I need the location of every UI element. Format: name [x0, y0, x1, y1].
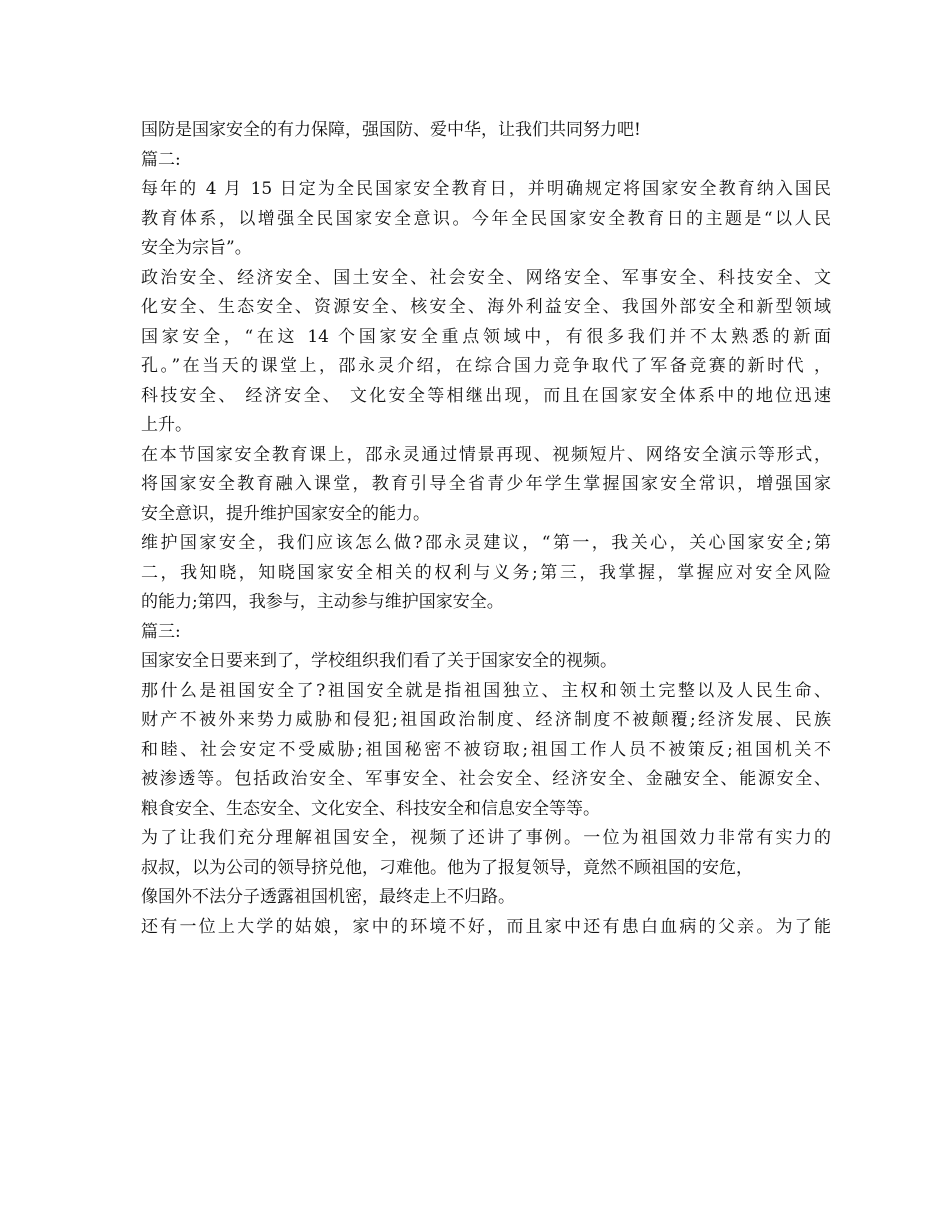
text-line: 化安全、生态安全、资源安全、核安全、海外利益安全、我国外部安全和新型领域: [141, 297, 831, 317]
text-line: 像国外不法分子透露祖国机密，最终走上不归路。: [141, 887, 515, 907]
text-line: 叔叔，以为公司的领导挤兑他，刁难他。他为了报复领导，竟然不顾祖国的安危，: [141, 857, 753, 878]
text-line: 孔。”在当天的课堂上，邵永灵介绍，在综合国力竞争取代了军备竞赛的新时代 ，: [141, 356, 831, 376]
text-line: 财产不被外来势力威胁和侵犯;祖国政治制度、经济制度不被颠覆;经济发展、民族: [141, 710, 831, 730]
text-line: 科技安全、 经济安全、 文化安全等相继出现，而且在国家安全体系中的地位迅速: [141, 385, 831, 406]
text-line: 和睦、社会安定不受威胁;祖国秘密不被窃取;祖国工作人员不被策反;祖国机关不: [141, 739, 831, 760]
text-line: 将国家安全教育融入课堂，教育引导全省青少年学生掌握国家安全常识，增强国家: [141, 474, 831, 494]
text-line: 还有一位上大学的姑娘，家中的环境不好，而且家中还有患白血病的父亲。为了能: [141, 916, 831, 937]
text-line: 粮食安全、生态安全、文化安全、科技安全和信息安全等等。: [141, 798, 600, 819]
text-line: 在本节国家安全教育课上，邵永灵通过情景再现、视频短片、网络安全演示等形式，: [141, 444, 831, 465]
text-line: 被渗透等。包括政治安全、军事安全、社会安全、经济安全、金融安全、能源安全、: [141, 769, 831, 789]
text-line: 国家安全日要来到了，学校组织我们看了关于国家安全的视频。: [141, 651, 617, 671]
text-line: 为了让我们充分理解祖国安全，视频了还讲了事例。一位为祖国效力非常有实力的: [141, 828, 831, 848]
text-line: 政治安全、经济安全、国土安全、社会安全、网络安全、军事安全、科技安全、文: [141, 267, 831, 288]
text-line: 安全意识，提升维护国家安全的能力。: [141, 503, 430, 524]
text-line: 国防是国家安全的有力保障，强国防、爱中华，让我们共同努力吧!: [141, 120, 641, 140]
text-line: 那什么是祖国安全了?祖国安全就是指祖国独立、主权和领土完整以及人民生命、: [141, 680, 831, 701]
section-heading: 篇二:: [141, 149, 181, 170]
text-line: 安全为宗旨”。: [141, 238, 252, 258]
text-line: 的能力;第四，我参与，主动参与维护国家安全。: [141, 592, 504, 612]
text-line: 维护国家安全，我们应该怎么做?邵永灵建议，“第一，我关心，关心国家安全;第: [141, 533, 831, 553]
document-text: [141, 116, 831, 942]
text-line: 每年的 4 月 15 日定为全民国家安全教育日，并明确规定将国家安全教育纳入国民: [141, 179, 831, 199]
text-line: 上升。: [141, 415, 192, 435]
section-heading: 篇三:: [141, 621, 181, 642]
text-line: 国家安全，“在这 14 个国家安全重点领域中，有很多我们并不太熟悉的新面: [141, 326, 831, 347]
text-line: 教育体系，以增强全民国家安全意识。今年全民国家安全教育日的主题是“以人民: [141, 208, 831, 229]
text-line: 二，我知晓，知晓国家安全相关的权利与义务;第三，我掌握，掌握应对安全风险: [141, 562, 831, 583]
